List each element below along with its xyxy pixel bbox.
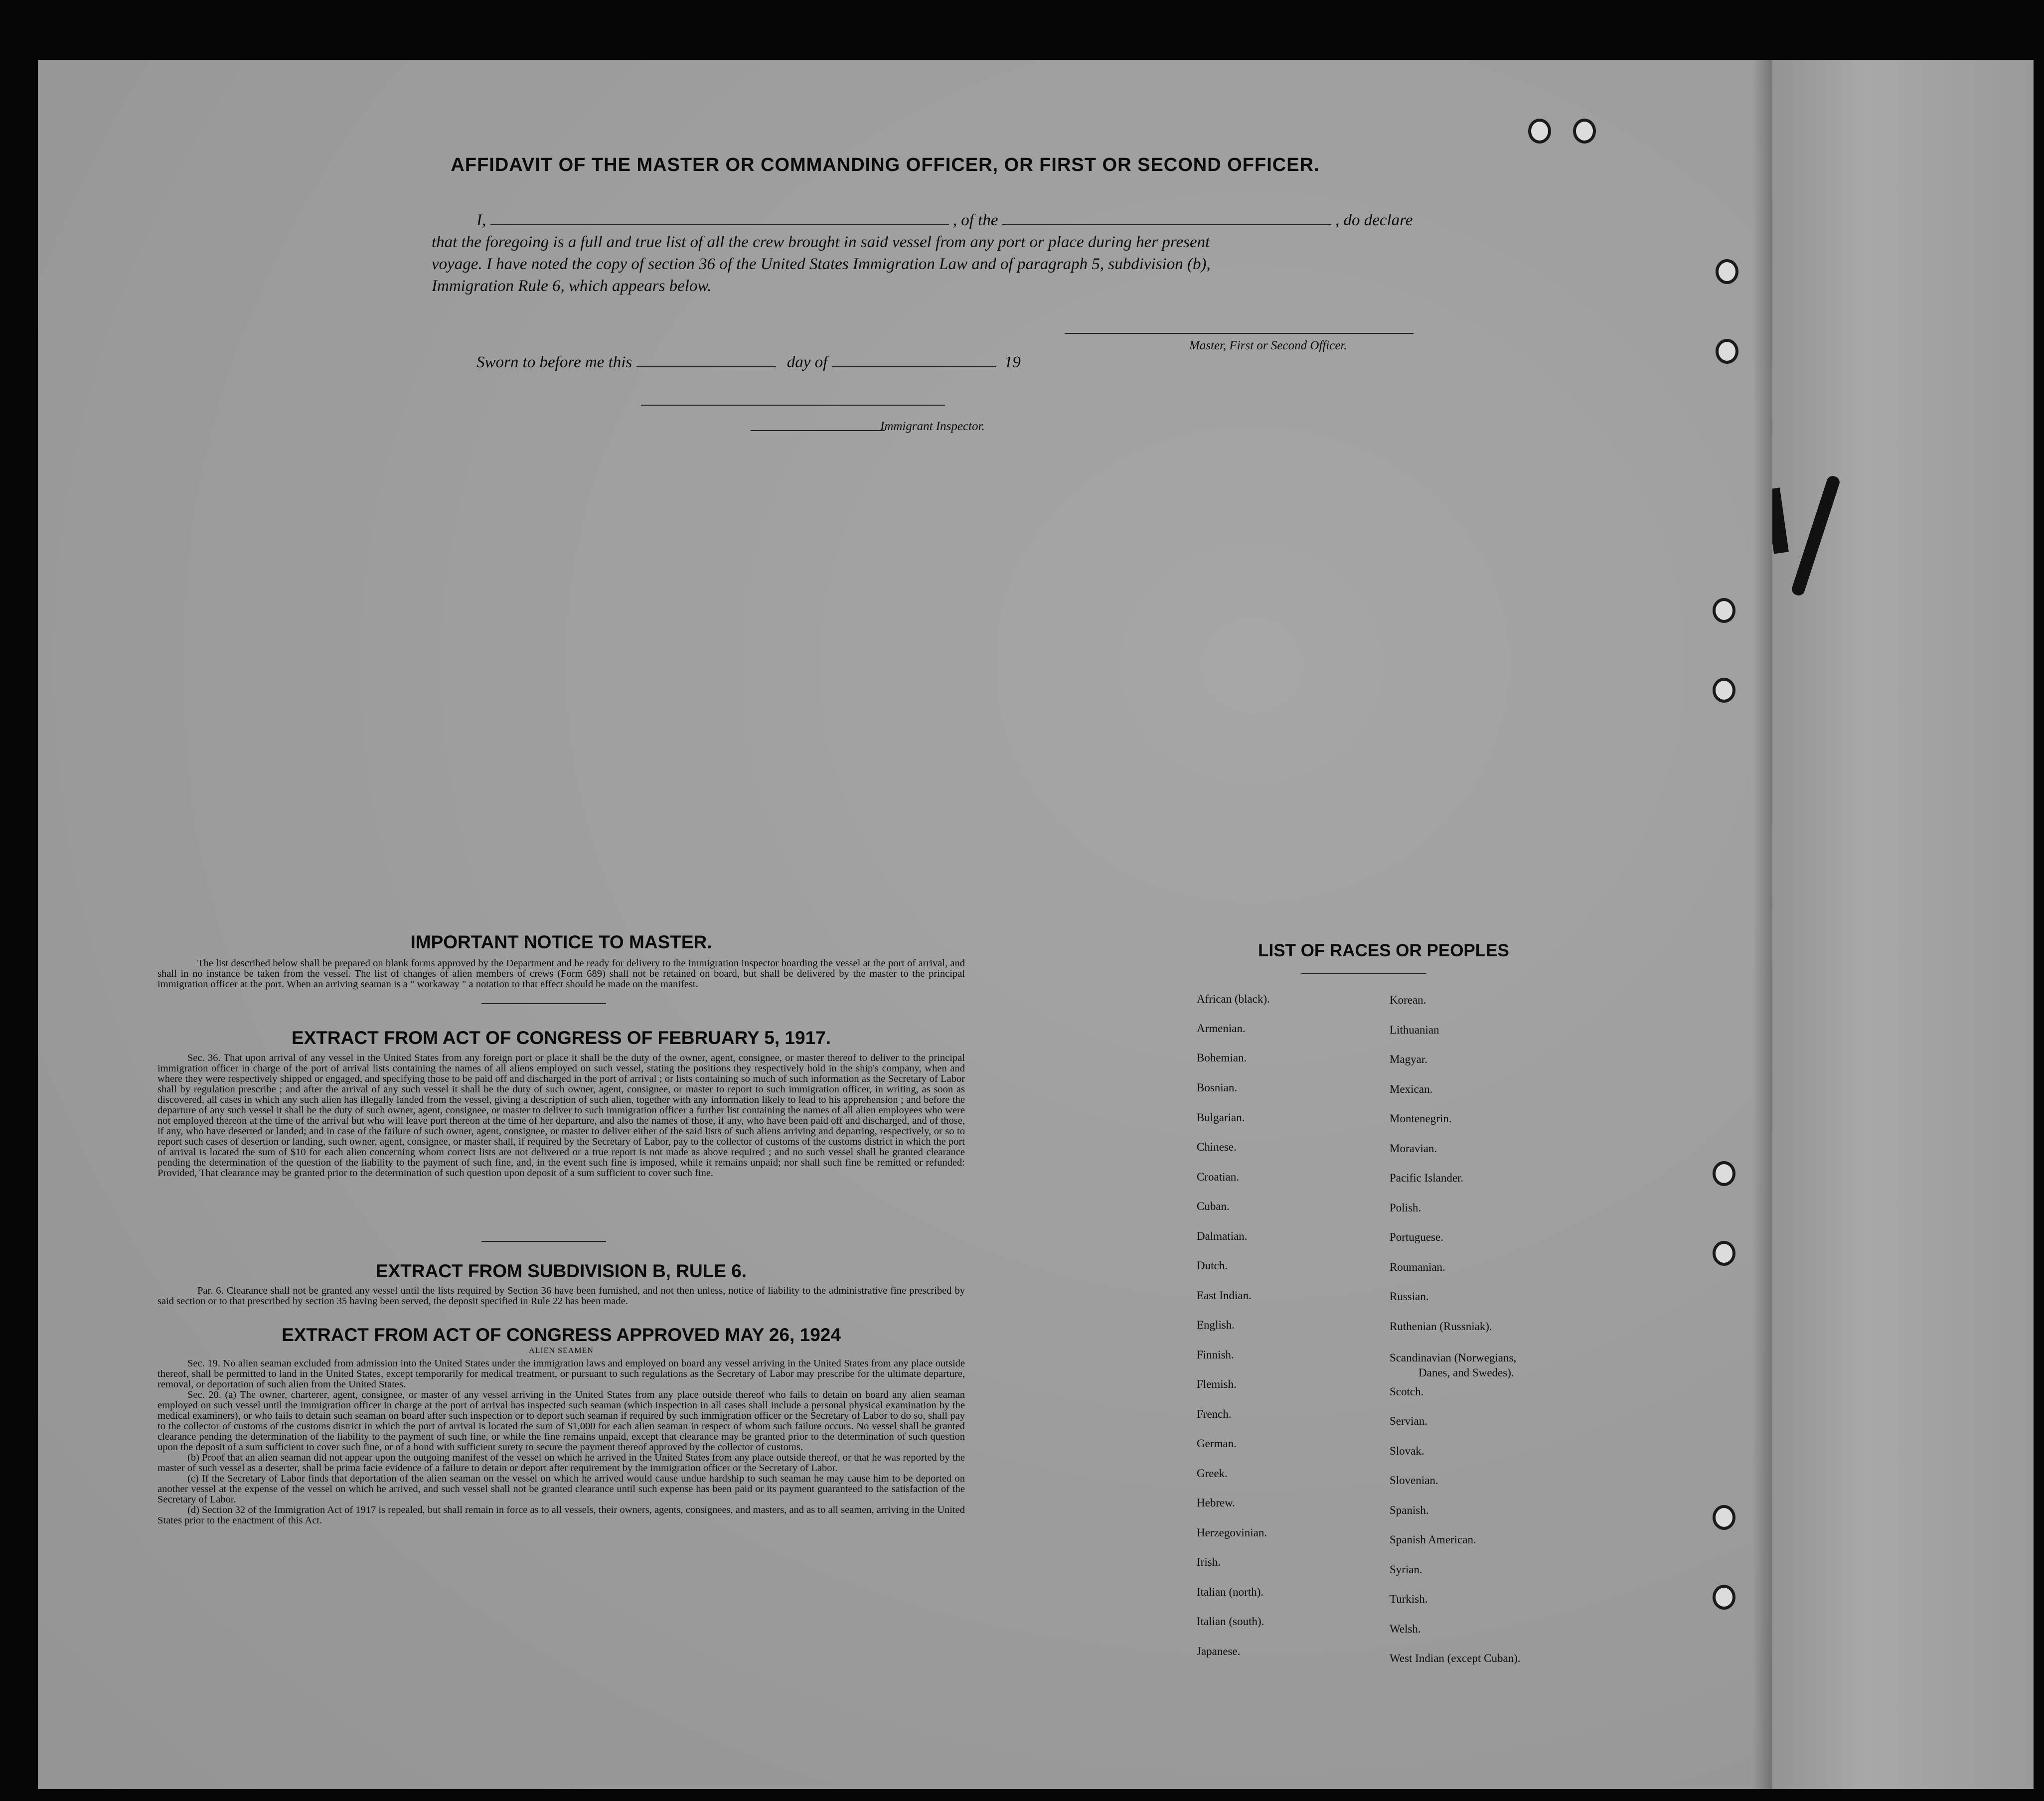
- affidavit-title: AFFIDAVIT OF THE MASTER OR COMMANDING OFFICER, OR FIRST OR SECOND OFFICER.: [451, 154, 1320, 175]
- race-item: Italian (south).: [1197, 1615, 1264, 1628]
- race-item: Irish.: [1197, 1556, 1221, 1568]
- races-title: LIST OF RACES OR PEOPLES: [1258, 941, 1509, 960]
- affidavit-line-3: voyage. I have noted the copy of section 36 of the United States Immigration Law and of paragraph 5, subdivision (b),: [432, 255, 1211, 273]
- race-item: Roumanian.: [1390, 1261, 1445, 1273]
- extract-1924-body: [157, 1358, 965, 1526]
- affidavit-line-4: Immigration Rule 6, which appears below.: [432, 277, 712, 295]
- section-divider: [481, 1241, 606, 1242]
- affidavit-i-label: I,: [476, 211, 486, 229]
- binder-hole: [1713, 598, 1735, 623]
- race-item: Lithuanian: [1390, 1024, 1439, 1036]
- rule-6-title: EXTRACT FROM SUBDIVISION B, RULE 6.: [375, 1261, 747, 1281]
- inspector-signature-line[interactable]: [641, 405, 945, 406]
- race-item: Scotch.: [1390, 1385, 1424, 1398]
- page-edge-shadow: [1752, 60, 1772, 1789]
- race-item: Syrian.: [1390, 1563, 1422, 1576]
- affidavit-line-1: [432, 209, 1468, 231]
- sec-20a-text: Sec. 20. (a) The owner, charterer, agent, consignee, or master of any vessel arriving in the United States from any place outside thereof who fails to detain on board any alien seaman employed on such vessel until the immigration officer in charge at the port of arrival has inspected such seaman (which inspection in all cases shall include a personal physical examination by the medical examiners), or who fails to detain such seaman on board after such inspection or to deport such seaman if required by such immigration officer or the Secretary of Labor to do so, shall pay to the collector of customs of the customs district in which the port of arrival is located the sum of $1,000 for each alien seaman in respect of whom such failure occurs. No vessel shall be granted clearance pending the determination of the liability to the payment of such fine, or while the fine remains unpaid, except that clearance may be granted prior to the determination of such question upon the deposit of a sum sufficient to cover such fine, or of a bond with sufficient surety to secure the payment thereof approved by the collector of customs.: [157, 1389, 965, 1453]
- race-item: Scandinavian (Norwegians,: [1390, 1351, 1517, 1364]
- extract-1924-title: EXTRACT FROM ACT OF CONGRESS APPROVED MAY 26, 1924: [282, 1325, 841, 1345]
- notice-text: The list described below shall be prepared on blank forms approved by the Department and be ready for delivery to the immigration inspector boarding the vessel at the port of arrival, and shall in no instance be taken from the vessel. The list of changes of alien members of crews (Form 689) shall not be retained on board, but shall be delivered by the master to the principal immigration officer at the port. When an arriving seaman is a " workaway " a notation to that effect should be made on the manifest.: [157, 958, 965, 990]
- race-item: Ruthenian (Russniak).: [1390, 1320, 1492, 1333]
- race-item: Hebrew.: [1197, 1497, 1236, 1509]
- race-item: Italian (north).: [1197, 1586, 1264, 1598]
- extract-1924-subtitle: ALIEN SEAMEN: [529, 1347, 594, 1355]
- race-item: Cuban.: [1197, 1200, 1230, 1212]
- inspector-short-line: [751, 430, 885, 431]
- master-signature-label: Master, First or Second Officer.: [1189, 339, 1347, 352]
- sec-19-text: Sec. 19. No alien seaman excluded from admission into the United States under the immigration laws and employed on board any vessel arriving in the United States from any place outside thereof, shall be permitted to land in the United States, except temporarily for medical treatment, or pursuant to such regulations as the Secretary of Labor may prescribe for the ultimate departure, removal, or deportation of such alien from the United States.: [157, 1358, 965, 1390]
- vessel-blank[interactable]: [1002, 209, 1331, 225]
- binder-hole: [1716, 339, 1738, 364]
- binder-hole: [1713, 1585, 1735, 1610]
- race-item: Mexican.: [1390, 1083, 1433, 1095]
- race-item: Bohemian.: [1197, 1051, 1247, 1064]
- races-divider: [1301, 973, 1426, 974]
- race-item: West Indian (except Cuban).: [1390, 1652, 1521, 1664]
- race-item: Russian.: [1390, 1290, 1429, 1303]
- race-item: German.: [1197, 1437, 1237, 1450]
- affidavit-body: [432, 209, 1468, 297]
- race-item: Portuguese.: [1390, 1231, 1443, 1243]
- binder-hole: [1713, 1241, 1735, 1266]
- sworn-day-blank[interactable]: [636, 351, 776, 367]
- binder-hole: [1528, 119, 1551, 144]
- race-item: French.: [1197, 1408, 1232, 1420]
- sec-20d-text: (d) Section 32 of the Immigration Act of 1917 is repealed, but shall remain in force as to all vessels, their owners, agents, consignees, and masters, and as to all seamen, arriving in the United States prior to the enactment of this Act.: [157, 1504, 965, 1526]
- extract-1917-text: Sec. 36. That upon arrival of any vessel in the United States from any foreign port or place it shall be the duty of the owner, agent, consignee, or master thereof to deliver to the principal immigration officer in charge of the port of arrival lists containing the names of all aliens employed on such vessel, stating the positions they respectively hold in the ship's company, when and where they were respectively shipped or engaged, and specifying those to be paid off and discharged in the port of arrival ; or lists containing so much of such information as the Secretary of Labor shall by regulation prescribe ; and after the arrival of any such vessel it shall be the duty of such owner, agent, consignee, or master to report to such immigration officer, in writing, as soon as discovered, all cases in which any such alien has illegally landed from the vessel, giving a description of such alien, together with any information likely to lead to his apprehension ; and before the departure of any such vessel it shall be the duty of such owner, agent, consignee, or master to deliver to such immigration officer a further list containing the names of all alien employees who were not employed thereon at the time of the arrival but who will leave port thereon at the time of her departure, and also the names of those, if any, who have been paid off and discharged, and of those, if any, who have deserted or landed; and in case of the failure of such owner, agent, consignee, or master to deliver either of the said lists of such aliens arriving and departing, respectively, or so to report such cases of desertion or landing, such owner, agent, consignee, or master shall, if required by the Secretary of Labor, pay to the collector of customs of the customs district in which the port of arrival is located the sum of $10 for each alien concerning whom correct lists are not delivered or a true report is not made as above required ; and no such vessel shall be granted clearance pending the determination of the question of the liability to the payment of such fine, and, in the event such fine is imposed, while it remains unpaid; nor shall such fine be remitted or refunded: Provided, That clearance may be granted prior to the determination of such question upon deposit of a sum sufficient to cover such fine.: [157, 1052, 965, 1179]
- rule-6-text: Par. 6. Clearance shall not be granted any vessel until the lists required by Section 36 have been furnished, and not then unless, notice of liability to the administrative fine prescribed by said section or to that prescribed by section 35 having been served, the deposit specified in Rule 22 has been made.: [157, 1285, 965, 1307]
- race-item: Magyar.: [1390, 1053, 1428, 1065]
- sworn-label: Sworn to before me this: [476, 353, 632, 371]
- form-page: [38, 60, 1772, 1789]
- master-signature-line[interactable]: [1065, 333, 1414, 334]
- race-item: English.: [1197, 1319, 1235, 1331]
- binder-hole: [1573, 119, 1596, 144]
- race-item: East Indian.: [1197, 1289, 1252, 1302]
- race-item: Dalmatian.: [1197, 1230, 1248, 1242]
- race-item: Slovenian.: [1390, 1474, 1438, 1487]
- affidavit-of-the: , of the: [952, 211, 998, 229]
- race-item: Servian.: [1390, 1415, 1428, 1427]
- sec-20c-text: (c) If the Secretary of Labor finds that deportation of the alien seaman on the vessel on which he arrived would cause undue hardship to such seaman he may cause him to be deported on another vessel at the expense of the vessel on which he arrived, and such vessel shall not be granted clearance until such expense has been paid or its payment guaranteed to the satisfaction of the Secretary of Labor.: [157, 1473, 965, 1505]
- race-item: Slovak.: [1390, 1445, 1424, 1457]
- sworn-line: [476, 351, 1021, 372]
- race-item: Armenian.: [1197, 1022, 1246, 1035]
- name-blank[interactable]: [490, 209, 949, 225]
- section-divider: [481, 1003, 606, 1004]
- race-item: Flemish.: [1197, 1378, 1237, 1390]
- race-item: Finnish.: [1197, 1349, 1234, 1361]
- extract-1917-title: EXTRACT FROM ACT OF CONGRESS OF FEBRUARY 5, 1917.: [291, 1028, 831, 1048]
- notice-title: IMPORTANT NOTICE TO MASTER.: [410, 932, 712, 952]
- race-item: Turkish.: [1390, 1593, 1428, 1605]
- inspector-label: Immigrant Inspector.: [880, 420, 985, 433]
- binder-hole: [1713, 1505, 1735, 1530]
- race-item: Pacific Islander.: [1390, 1172, 1464, 1184]
- handwritten-mark: [1790, 474, 1841, 597]
- race-item: Montenegrin.: [1390, 1112, 1452, 1125]
- race-item: Spanish.: [1390, 1504, 1429, 1516]
- race-item: Korean.: [1390, 994, 1426, 1006]
- race-item: Chinese.: [1197, 1141, 1237, 1153]
- race-item: Herzegovinian.: [1197, 1526, 1267, 1539]
- race-item: Polish.: [1390, 1201, 1421, 1214]
- race-item: Bosnian.: [1197, 1081, 1238, 1094]
- race-item: Croatian.: [1197, 1171, 1239, 1183]
- sec-20b-text: (b) Proof that an alien seaman did not appear upon the outgoing manifest of the vessel on which he arrived in the United States from any place outside thereof, or that he was reported by the master of such vessel as a deserter, shall be prima facie evidence of a failure to detain or deport after requirement by the immigration officer or the Secretary of Labor.: [157, 1452, 965, 1474]
- race-item: Welsh.: [1390, 1623, 1421, 1635]
- race-item: Spanish American.: [1390, 1533, 1476, 1546]
- binder-hole: [1713, 1161, 1735, 1186]
- binder-hole: [1713, 678, 1735, 703]
- background-sheet: [1754, 60, 2034, 1789]
- day-of-label: day of: [786, 353, 828, 371]
- affidavit-do-declare: , do declare: [1335, 211, 1413, 229]
- affidavit-line-2: that the foregoing is a full and true list of all the crew brought in said vessel from any port or place during her present: [432, 233, 1210, 251]
- race-item: Dutch.: [1197, 1259, 1228, 1272]
- race-item: Bulgarian.: [1197, 1111, 1245, 1124]
- year-prefix: 19: [1004, 353, 1021, 371]
- race-item: Greek.: [1197, 1467, 1228, 1480]
- binder-hole: [1716, 259, 1738, 284]
- race-item: African (black).: [1197, 993, 1270, 1005]
- race-item: Japanese.: [1197, 1645, 1241, 1657]
- race-item-continuation: Danes, and Swedes).: [1418, 1366, 1514, 1379]
- sworn-month-blank[interactable]: [832, 351, 996, 367]
- race-item: Moravian.: [1390, 1142, 1437, 1155]
